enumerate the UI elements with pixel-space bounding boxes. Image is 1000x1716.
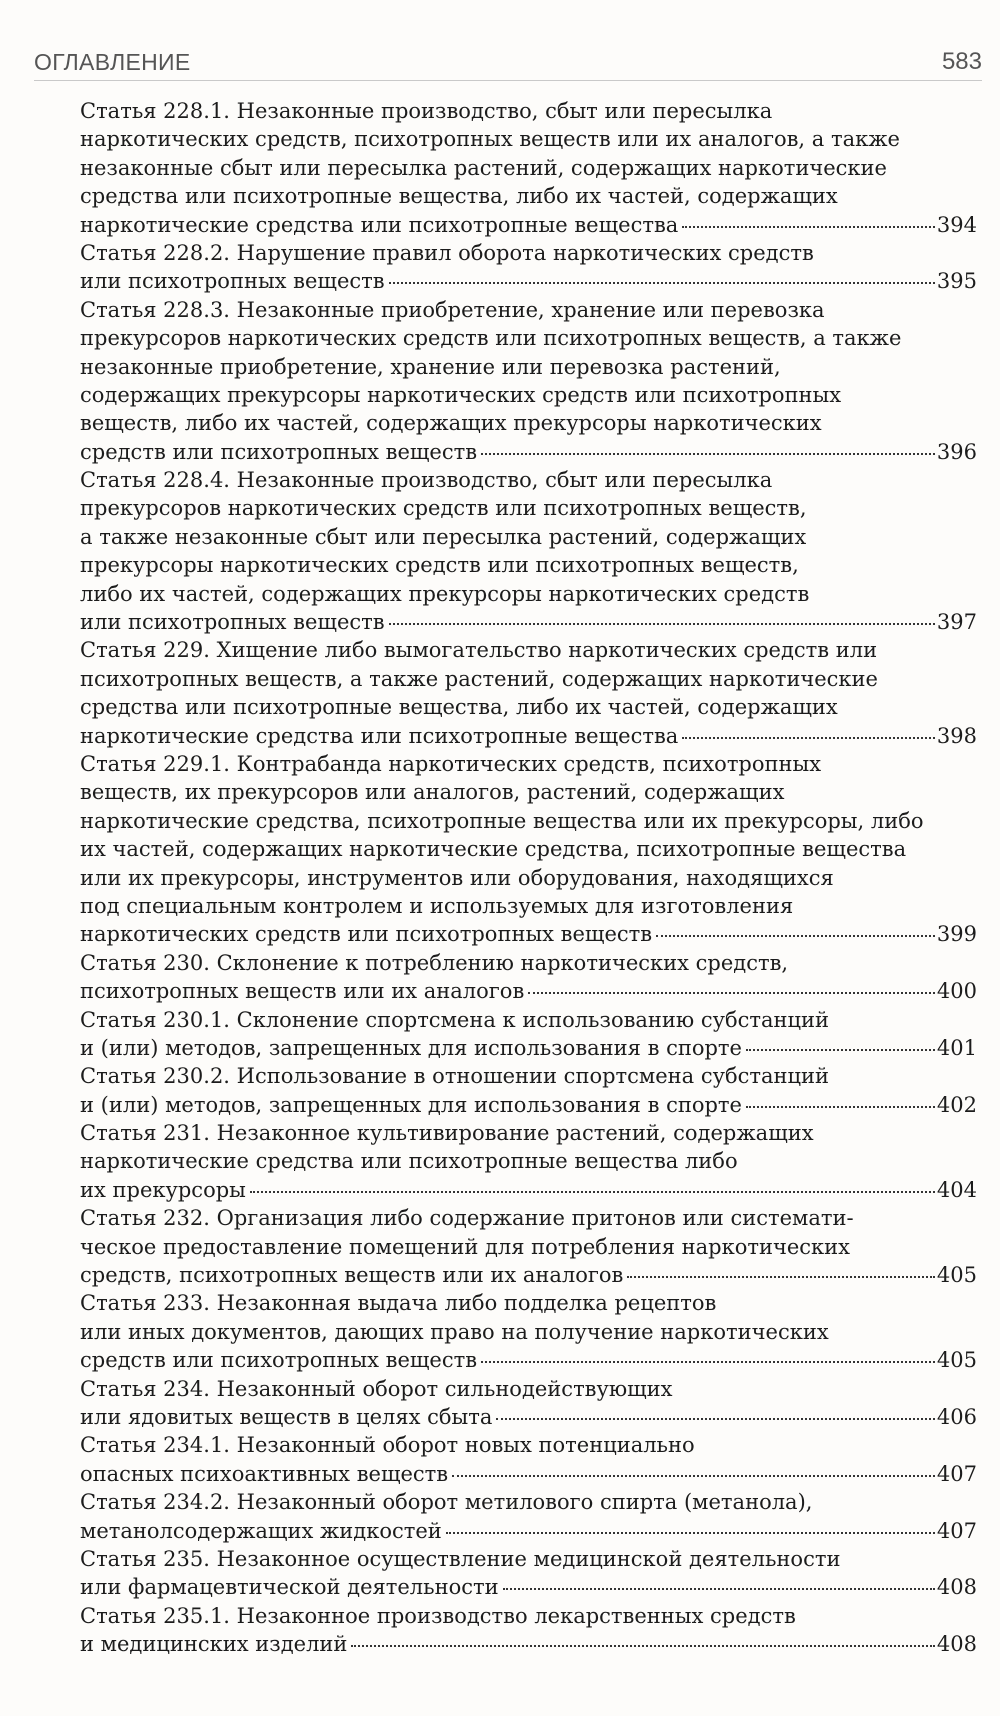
toc-entry[interactable] xyxy=(80,1062,977,1119)
toc-entry-page-number: 401 xyxy=(936,1035,977,1060)
toc-entry-text: Статья 229.1. Контрабанда наркотических средств, психотропных xyxy=(80,751,822,776)
toc-entry-text: Статья 230. Склонение к потреблению наркотических средств, xyxy=(80,950,789,975)
running-head-title: ОГЛАВЛЕНИЕ xyxy=(34,49,191,75)
toc-entry-last-line xyxy=(80,267,977,295)
toc-entry-text: или психотропных веществ xyxy=(80,610,385,635)
toc-entry-text: наркотические средства или психотропные вещества либо xyxy=(80,1149,738,1174)
toc-entry-text: содержащих прекурсоры наркотических средств или психотропных xyxy=(80,382,842,407)
dot-leader xyxy=(452,1475,935,1477)
toc-entry-text: или иных документов, дающих право на получение наркотических xyxy=(80,1319,829,1344)
toc-entry-text: средств или психотропных веществ xyxy=(80,1348,478,1373)
toc-entry-text: средств или психотропных веществ xyxy=(80,439,478,464)
toc-entry-page-number: 405 xyxy=(936,1263,977,1288)
toc-entry-text: или психотропных веществ xyxy=(80,269,385,294)
toc-entry-text: психотропных веществ или их аналогов xyxy=(80,979,525,1004)
dot-leader xyxy=(250,1191,935,1193)
toc-entry-text: либо их частей, содержащих прекурсоры наркотических средств xyxy=(80,581,810,606)
toc-entry-text: прекурсоров наркотических средств или психотропных веществ, xyxy=(80,496,807,521)
toc-entry-text: Статья 230.1. Склонение спортсмена к использованию субстанций xyxy=(80,1007,830,1032)
dot-leader xyxy=(746,1049,935,1051)
toc-entry-last-line xyxy=(80,1517,977,1545)
dot-leader xyxy=(389,282,935,284)
toc-entry[interactable] xyxy=(80,97,977,239)
running-head xyxy=(34,46,982,81)
dot-leader xyxy=(496,1418,935,1420)
toc-entry-text: или ядовитых веществ в целях сбыта xyxy=(80,1404,493,1429)
toc-entry-page-number: 407 xyxy=(936,1518,977,1543)
toc-entry-last-line xyxy=(80,1176,977,1204)
dot-leader xyxy=(389,623,935,625)
toc-entry-text: метанолсодержащих жидкостей xyxy=(80,1518,442,1543)
page-number: 583 xyxy=(941,48,982,75)
toc-entry-text: их частей, содержащих наркотические средства, психотропные вещества xyxy=(80,837,907,862)
toc-entry-last-line xyxy=(80,1630,977,1658)
toc-entry-last-line xyxy=(80,977,977,1005)
toc-entry-text: веществ, их прекурсоров или аналогов, растений, содержащих xyxy=(80,780,785,805)
toc-entry-page-number: 400 xyxy=(936,979,977,1004)
toc-entry-text: средства или психотропные вещества, либо их частей, содержащих xyxy=(80,695,838,720)
toc-entry-text: средств, психотропных веществ или их аналогов xyxy=(80,1263,624,1288)
toc-entry[interactable] xyxy=(80,750,977,949)
toc-entry[interactable] xyxy=(80,1006,977,1063)
toc-entry-last-line xyxy=(80,211,977,239)
toc-entry-page-number: 395 xyxy=(936,269,977,294)
toc-entry[interactable] xyxy=(80,1375,977,1432)
toc-entry-text: Статья 235.1. Незаконное производство лекарственных средств xyxy=(80,1603,796,1628)
toc-entry-text: средства или психотропные вещества, либо их частей, содержащих xyxy=(80,184,838,209)
toc-entry-page-number: 399 xyxy=(936,922,977,947)
toc-entry-last-line xyxy=(80,722,977,750)
toc-entry-text: незаконные сбыт или пересылка растений, содержащих наркотические xyxy=(80,155,887,180)
toc-entry-text: или фармацевтической деятельности xyxy=(80,1575,499,1600)
toc-entry-text: наркотические средства или психотропные вещества xyxy=(80,212,679,237)
toc-entry-last-line xyxy=(80,1346,977,1374)
toc-entry-text: наркотических средств, психотропных веществ или их аналогов, а также xyxy=(80,127,900,152)
toc-entry[interactable] xyxy=(80,1602,977,1659)
toc-entry-text: Статья 228.4. Незаконные производство, сбыт или пересылка xyxy=(80,468,773,493)
toc-entry-page-number: 407 xyxy=(936,1461,977,1486)
dot-leader xyxy=(503,1588,935,1590)
toc-entry-text: Статья 234.2. Незаконный оборот метилового спирта (метанола), xyxy=(80,1490,813,1515)
toc-entry-text: Статья 228.2. Нарушение правил оборота наркотических средств xyxy=(80,240,814,265)
toc-entry-page-number: 396 xyxy=(936,439,977,464)
toc-entry-text: их прекурсоры xyxy=(80,1177,246,1202)
toc-entry[interactable] xyxy=(80,1545,977,1602)
toc-entry-text: а также незаконные сбыт или пересылка растений, содержащих xyxy=(80,524,807,549)
toc-entry[interactable] xyxy=(80,949,977,1006)
toc-entry-last-line xyxy=(80,438,977,466)
toc-entry-text: психотропных веществ, а также растений, содержащих наркотические xyxy=(80,666,878,691)
toc-entry[interactable] xyxy=(80,296,977,466)
toc-entry-text: прекурсоры наркотических средств или психотропных веществ, xyxy=(80,553,799,578)
toc-entry-text: прекурсоров наркотических средств или психотропных веществ, а также xyxy=(80,326,902,351)
toc-entry-last-line xyxy=(80,1573,977,1601)
toc-entry-text: веществ, либо их частей, содержащих прекурсоры наркотических xyxy=(80,411,822,436)
toc-entry-text: Статья 234.1. Незаконный оборот новых потенциально xyxy=(80,1433,695,1458)
toc-entry-last-line xyxy=(80,1261,977,1289)
toc-entry-text: Статья 229. Хищение либо вымогательство наркотических средств или xyxy=(80,638,878,663)
toc-entry-page-number: 398 xyxy=(936,723,977,748)
toc-entry[interactable] xyxy=(80,1431,977,1488)
toc-entry-text: опасных психоактивных веществ xyxy=(80,1461,449,1486)
toc-entry-page-number: 406 xyxy=(936,1404,977,1429)
toc-entry-text: и (или) методов, запрещенных для использования в спорте xyxy=(80,1035,742,1060)
toc-entry-text: наркотические средства или психотропные вещества xyxy=(80,723,679,748)
toc-entry-text: и медицинских изделий xyxy=(80,1632,348,1657)
dot-leader xyxy=(682,226,935,228)
toc-entry-text: ческое предоставление помещений для потребления наркотических xyxy=(80,1234,851,1259)
toc-entry-text: Статья 228.3. Незаконные приобретение, хранение или перевозка xyxy=(80,297,825,322)
toc-entry[interactable] xyxy=(80,1119,977,1204)
toc-entry-text: Статья 232. Организация либо содержание притонов или системати- xyxy=(80,1206,854,1231)
toc-entry[interactable] xyxy=(80,466,977,636)
toc-entry-last-line xyxy=(80,1460,977,1488)
dot-leader xyxy=(481,1361,935,1363)
toc-entry-text: наркотических средств или психотропных веществ xyxy=(80,922,653,947)
toc-entry-text: под специальным контролем и используемых для изготовления xyxy=(80,893,794,918)
dot-leader xyxy=(446,1532,935,1534)
dot-leader xyxy=(528,992,935,994)
toc-entry-text: или их прекурсоры, инструментов или оборудования, находящихся xyxy=(80,865,834,890)
dot-leader xyxy=(746,1106,935,1108)
toc-entry-page-number: 397 xyxy=(936,610,977,635)
toc-entry-text: Статья 231. Незаконное культивирование растений, содержащих xyxy=(80,1121,814,1146)
toc-entry-text: Статья 234. Незаконный оборот сильнодействующих xyxy=(80,1376,673,1401)
toc-entry-text: Статья 235. Незаконное осуществление медицинской деятельности xyxy=(80,1546,841,1571)
toc-entry-last-line xyxy=(80,608,977,636)
dot-leader xyxy=(351,1645,935,1647)
toc-entry-page-number: 394 xyxy=(936,212,977,237)
dot-leader xyxy=(627,1276,935,1278)
toc-entry-page-number: 402 xyxy=(936,1092,977,1117)
toc-entry-last-line xyxy=(80,1034,977,1062)
toc-entry-last-line xyxy=(80,920,977,948)
toc-entry[interactable] xyxy=(80,1488,977,1545)
toc-entry[interactable] xyxy=(80,239,977,296)
table-of-contents xyxy=(80,97,977,1658)
toc-entry-text: наркотические средства, психотропные вещества или их прекурсоры, либо xyxy=(80,808,924,833)
toc-entry-text: Статья 228.1. Незаконные производство, сбыт или пересылка xyxy=(80,99,773,123)
toc-entry-page-number: 408 xyxy=(936,1575,977,1600)
toc-entry-last-line xyxy=(80,1403,977,1431)
toc-entry-text: и (или) методов, запрещенных для использования в спорте xyxy=(80,1092,742,1117)
toc-entry-page-number: 404 xyxy=(936,1177,977,1202)
toc-entry-text: Статья 230.2. Использование в отношении спортсмена субстанций xyxy=(80,1064,830,1089)
toc-entry-last-line xyxy=(80,1091,977,1119)
toc-entry-text: Статья 233. Незаконная выдача либо подделка рецептов xyxy=(80,1291,717,1316)
toc-entry[interactable] xyxy=(80,1204,977,1289)
dot-leader xyxy=(682,737,935,739)
toc-entry-page-number: 405 xyxy=(936,1348,977,1373)
dot-leader xyxy=(656,935,935,937)
dot-leader xyxy=(481,453,935,455)
toc-entry-page-number: 408 xyxy=(936,1632,977,1657)
toc-entry[interactable] xyxy=(80,1289,977,1374)
toc-entry-text: незаконные приобретение, хранение или перевозка растений, xyxy=(80,354,781,379)
toc-entry[interactable] xyxy=(80,636,977,750)
